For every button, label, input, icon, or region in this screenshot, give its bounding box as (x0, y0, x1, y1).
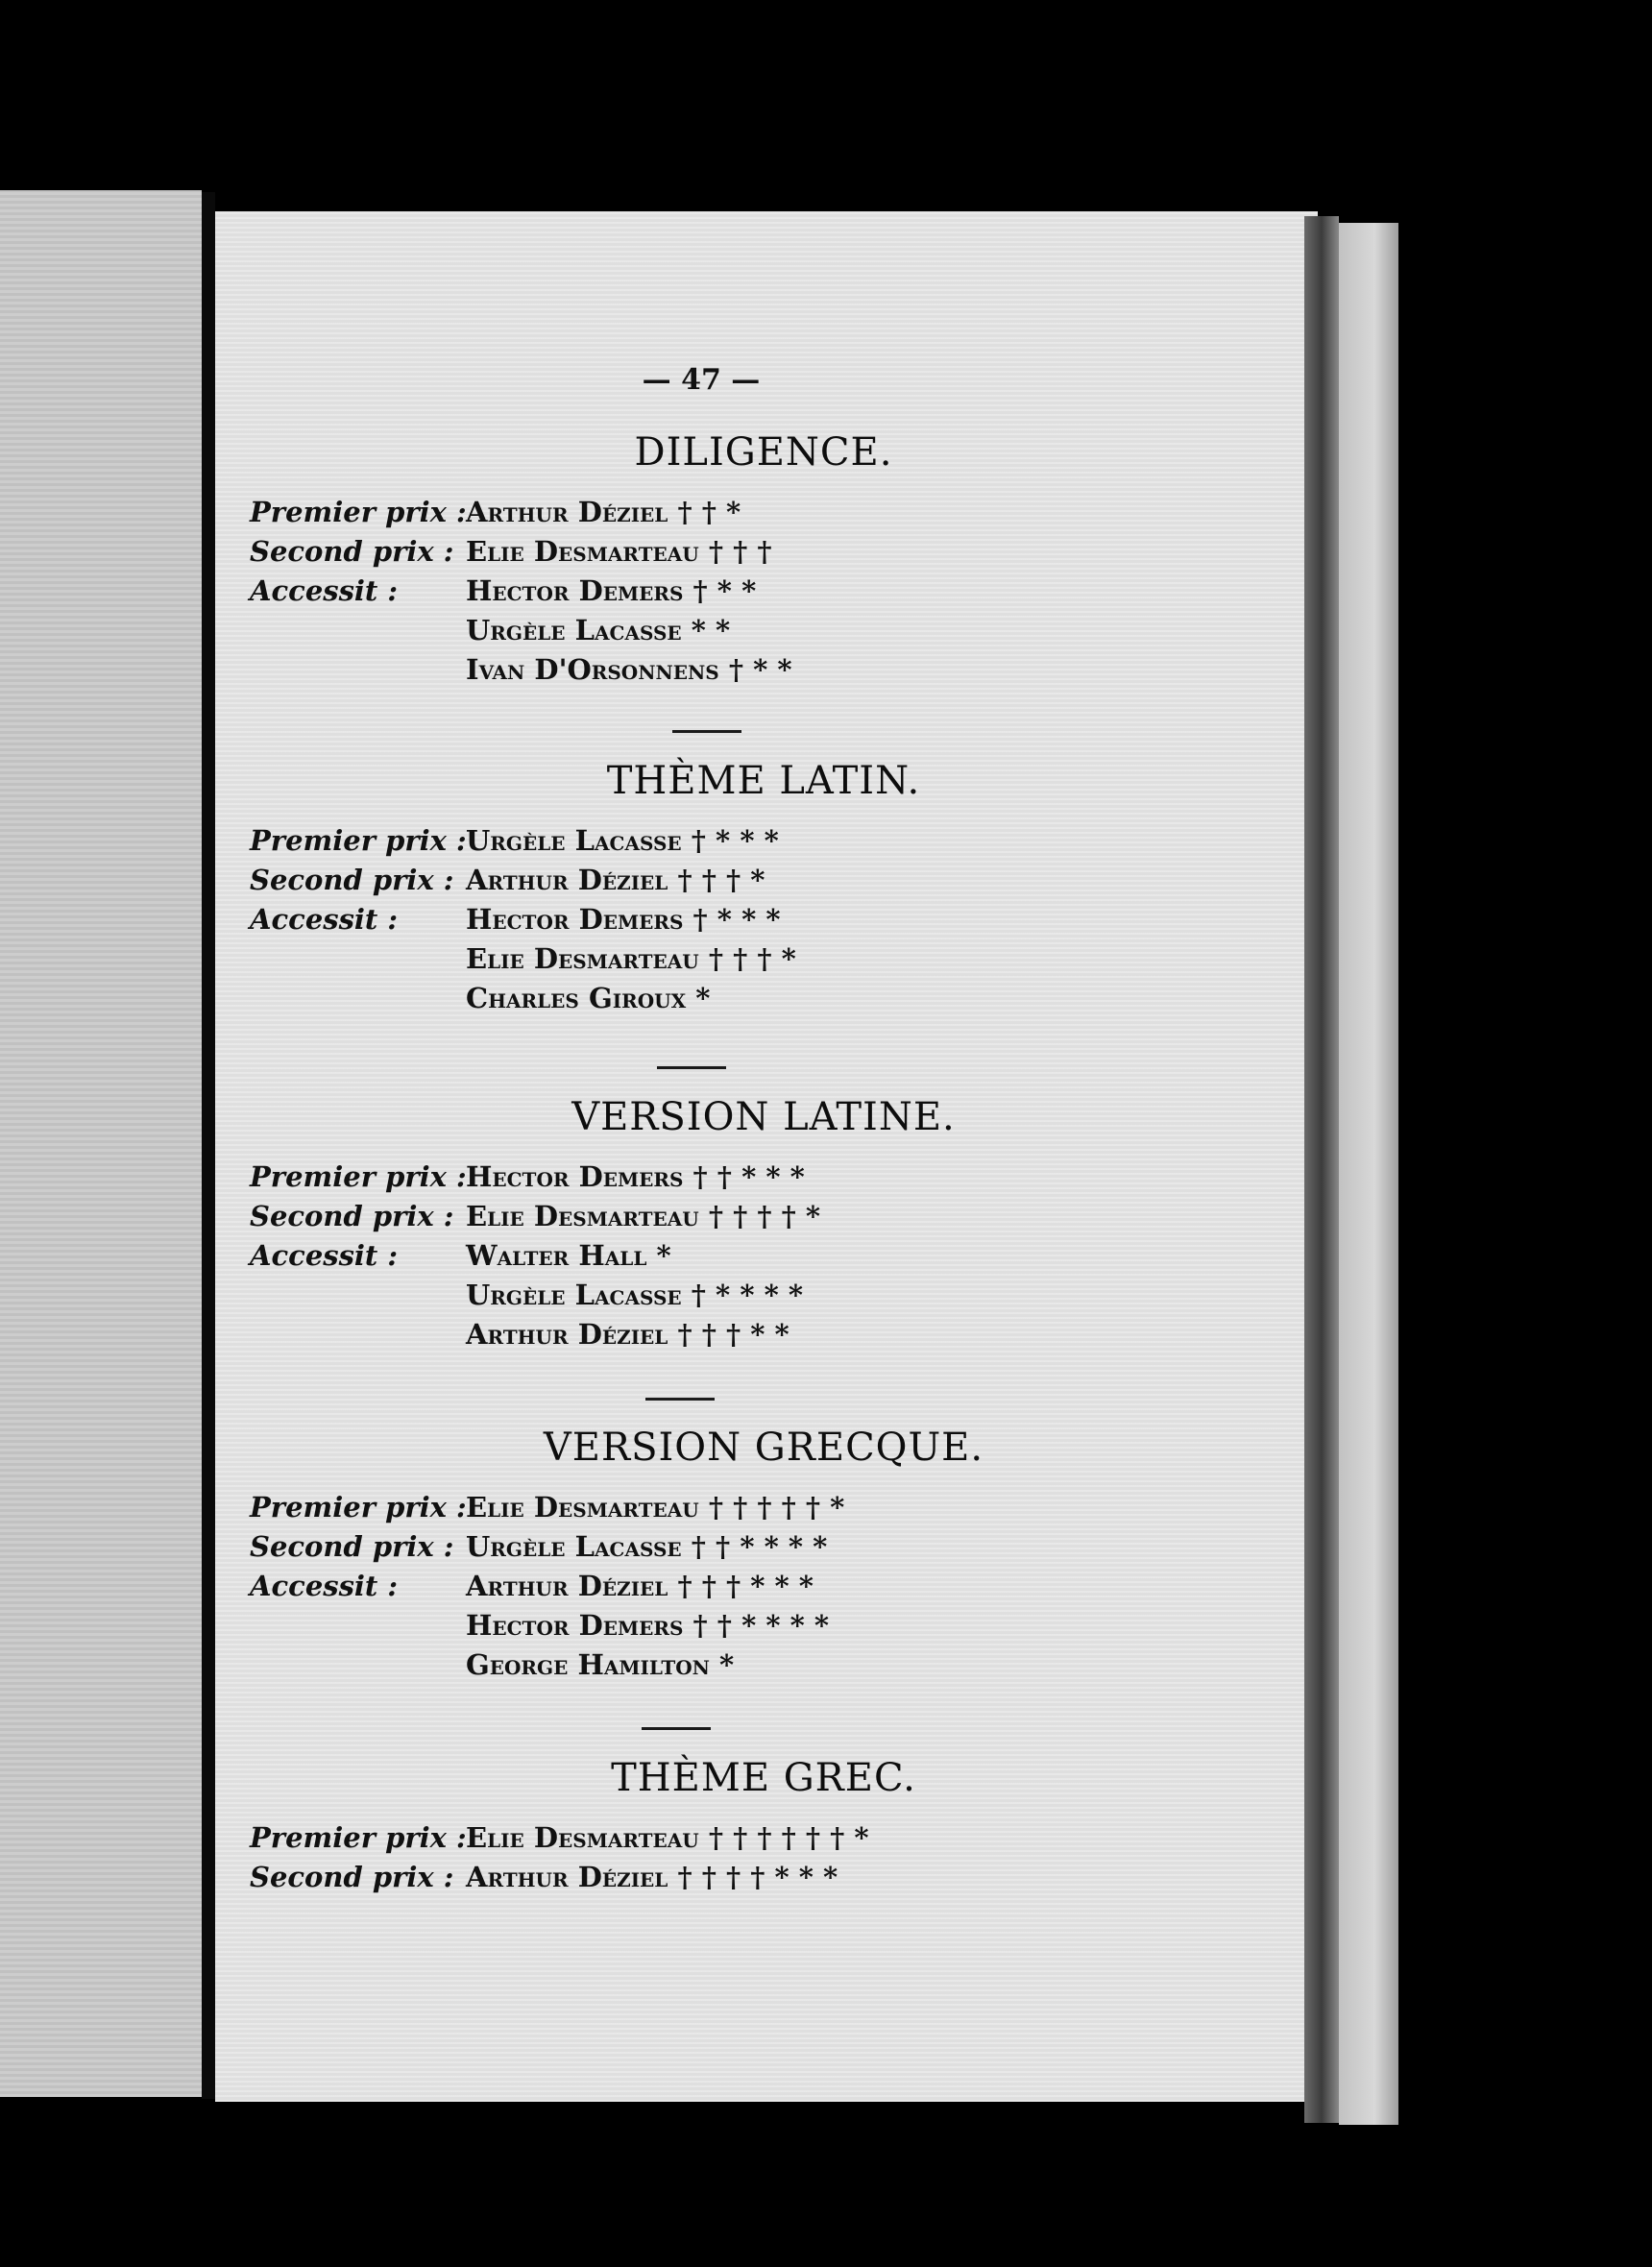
prize-label: Second prix : (250, 1530, 454, 1563)
prize-label: Second prix : (250, 535, 454, 568)
prize-list (250, 1160, 1268, 1357)
merit-marks: † * * * (692, 903, 781, 936)
merit-marks: † * * * (691, 824, 779, 857)
page-edge-shadow (1304, 216, 1339, 2123)
prize-label: Accessit : (250, 1239, 399, 1272)
merit-marks: † † † † * * * (677, 1861, 838, 1893)
student-name: Elie Desmarteau † † † † * (466, 1200, 821, 1232)
student-name: Arthur Déziel † † † * (466, 864, 765, 896)
prize-label: Second prix : (250, 1861, 454, 1893)
merit-marks: † † * * * * (692, 1609, 830, 1642)
merit-marks: † † † † * (708, 1200, 821, 1232)
prize-label: Second prix : (250, 864, 454, 896)
prize-label: Accessit : (250, 574, 399, 607)
prize-entry (250, 1239, 1268, 1279)
student-name: Walter Hall * (466, 1239, 671, 1272)
page-number: — 47 — (642, 363, 761, 397)
prize-entry (250, 1609, 1268, 1648)
student-name: Urgèle Lacasse † * * * * (466, 1279, 804, 1311)
merit-marks: † † * * * (692, 1160, 805, 1193)
merit-marks: † † † * (708, 942, 796, 975)
prize-label: Premier prix : (250, 824, 467, 857)
student-name: Hector Demers † † * * * (466, 1160, 805, 1193)
facing-page (0, 190, 202, 2097)
prize-entry (250, 982, 1268, 1021)
prize-entry (250, 1530, 1268, 1570)
student-name: Urgèle Lacasse * * (466, 614, 731, 646)
merit-marks: † † * * * * (691, 1530, 828, 1563)
prize-label: Premier prix : (250, 1821, 467, 1854)
prize-entry (250, 1318, 1268, 1357)
prize-entry (250, 614, 1268, 653)
prize-entry (250, 903, 1268, 942)
prize-entry (250, 1648, 1268, 1688)
merit-marks: † * * (728, 653, 792, 686)
merit-marks: † † † * (677, 864, 765, 896)
merit-marks: * (695, 982, 711, 1014)
prize-label: Premier prix : (250, 1491, 467, 1524)
student-name: Arthur Déziel † † † * * * (466, 1570, 814, 1602)
prize-entry (250, 1570, 1268, 1609)
merit-marks: † * * (692, 574, 757, 607)
student-name: Arthur Déziel † † * (466, 496, 741, 528)
section-title: VERSION LATINE. (571, 1095, 956, 1139)
student-name: Ivan D'Orsonnens † * * (466, 653, 792, 686)
prize-label: Second prix : (250, 1200, 454, 1232)
prize-entry (250, 1491, 1268, 1530)
section-title: VERSION GRECQUE. (543, 1426, 984, 1470)
section-divider (645, 1398, 715, 1401)
merit-marks: † † † † † * (708, 1491, 845, 1524)
prize-entry (250, 1821, 1268, 1861)
student-name: George Hamilton * (466, 1648, 735, 1681)
student-name: Arthur Déziel † † † * * (466, 1318, 790, 1351)
prize-entry (250, 496, 1268, 535)
student-name: Hector Demers † * * (466, 574, 757, 607)
prize-entry (250, 1200, 1268, 1239)
prize-entry (250, 653, 1268, 693)
student-name: Hector Demers † † * * * * (466, 1609, 830, 1642)
merit-marks: * * (691, 614, 731, 646)
merit-marks: * (719, 1648, 735, 1681)
student-name: Elie Desmarteau † † † † † † * (466, 1821, 869, 1854)
merit-marks: † † † † † † * (708, 1821, 869, 1854)
prize-entry (250, 1279, 1268, 1318)
prize-list (250, 1491, 1268, 1688)
prize-label: Premier prix : (250, 1160, 467, 1193)
merit-marks: † † † * * (677, 1318, 790, 1351)
prize-label: Accessit : (250, 903, 399, 936)
student-name: Hector Demers † * * * (466, 903, 781, 936)
prize-entry (250, 1160, 1268, 1200)
book-spine (202, 192, 215, 2099)
prize-list (250, 496, 1268, 693)
merit-marks: † † † (708, 535, 772, 568)
prize-label: Accessit : (250, 1570, 399, 1602)
section-divider (642, 1727, 711, 1730)
prize-list (250, 824, 1268, 1021)
student-name: Charles Giroux * (466, 982, 711, 1014)
prize-list (250, 1821, 1268, 1900)
merit-marks: † † † * * * (677, 1570, 814, 1602)
student-name: Elie Desmarteau † † † (466, 535, 772, 568)
section-divider (672, 730, 741, 733)
section-title: THÈME GREC. (611, 1756, 916, 1800)
merit-marks: † * * * * (691, 1279, 804, 1311)
section-title: THÈME LATIN. (606, 759, 921, 803)
prize-entry (250, 824, 1268, 864)
section-title: DILIGENCE. (634, 430, 893, 475)
student-name: Arthur Déziel † † † † * * * (466, 1861, 838, 1893)
page-edge (1339, 223, 1398, 2125)
student-name: Urgèle Lacasse † * * * (466, 824, 779, 857)
prize-entry (250, 535, 1268, 574)
merit-marks: † † * (677, 496, 741, 528)
prize-entry (250, 1861, 1268, 1900)
prize-label: Premier prix : (250, 496, 467, 528)
merit-marks: * (656, 1239, 671, 1272)
student-name: Elie Desmarteau † † † * (466, 942, 796, 975)
student-name: Elie Desmarteau † † † † † * (466, 1491, 845, 1524)
student-name: Urgèle Lacasse † † * * * * (466, 1530, 828, 1563)
prize-entry (250, 942, 1268, 982)
section-divider (657, 1066, 726, 1069)
prize-entry (250, 574, 1268, 614)
prize-entry (250, 864, 1268, 903)
